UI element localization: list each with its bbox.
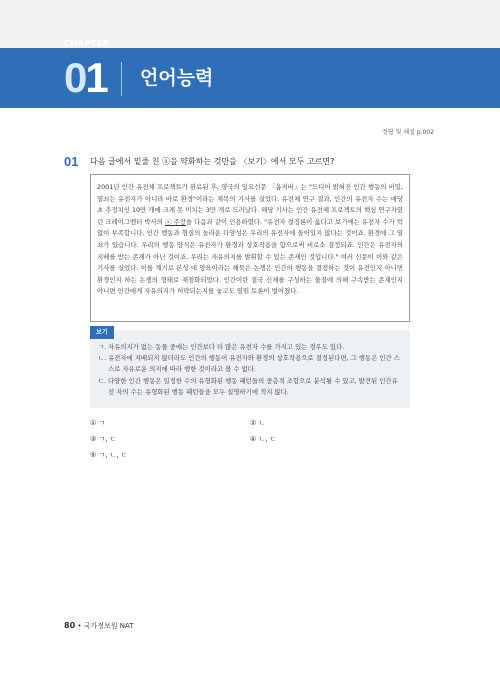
choice-3[interactable]: ③ ㄱ, ㄷ [90,435,117,443]
choice-4[interactable]: ④ ㄴ, ㄷ [250,435,277,443]
bogi-item-mark: ㄱ. [98,343,107,351]
bogi-item [98,342,402,353]
page-number: 80 [64,621,76,630]
bogi-item-mark: ㄷ. [98,376,107,385]
answer-reference: 정답 및 해설 p.002 [382,129,434,136]
bogi-item-mark: ㄴ. [98,354,107,363]
bogi-item-text: 유전자에 지배되지 않더라도 인간의 행동이 유전자와 환경의 상호작용으로 결정된다면, 그 행동은 인간 스스로 자유로운 의지에 따라 행한 것이라고 볼 수 없다. [108,354,400,374]
question-number: 01 [64,154,79,169]
choice-5[interactable]: ⑤ ㄱ, ㄴ, ㄷ [90,451,128,459]
bogi-item-text: 자유의지가 없는 동물 중에는 인간보다 더 많은 유전자 수를 가지고 있는 경우도 있다. [108,343,345,351]
bogi-label: 보기 [90,326,114,339]
bogi-item-text: 다양한 인간 행동은 일정한 수의 유형화된 행동 패턴들의 중층적 조합으로 분석될 수 있고, 발견된 인간유전 자의 수는 유형화된 행동 패턴들을 모두 설명하기에 적지 않다. [108,376,398,396]
chapter-title: 언어능력 [140,67,214,89]
question-text: 다음 글에서 밑줄 친 ⓐ을 약화하는 것만을 〈보기〉에서 모두 고르면? [90,157,335,166]
chapter-label: CHAPTER [64,39,110,48]
passage-box [90,174,410,322]
passage-text: 2001년 인간 유전체 프로젝트가 완료된 후, 영국의 일요신문 「옵저버」는 "드디어 밝혀진 인간 행동의 비밀, 열쇠는 유전자가 아니라 바로 환경"이라는 제목의 기사를 실었다. 유전체 연구 결과, 인간의 유전자 수는 애당초 추정치인 10만 개에 크게 못 미치는 3만 개로 드러났다. 해당 기사는 인간 유전체 프로젝트의 핵심 연구자였던 크레이그벤터 박사의 ⓐ 주장을 다음과 같이 인용하였다. "유전자 결정론이 옳다고 보기에는 유전자 수가 턱없이 부족합니다. 인간 행동과 형질의 놀라운 다양성은 우리의 유전자에 들어있지 않다는 것이죠. 환경에 그 열쇠가 있습니다. 우리의 행동 양식은 유전자가 환경과 상호작용을 함으로써 비로소 결정되죠. 인간은 유전자의 지배를 받는 존재가 아닌 것이죠. 우리는 자유의지를 발휘할 수 있는 존재인 것입니다." 여러 신문이 이와 같은 기사를 실었다. 이를 계기로 본성 대 양육이라는 해묵은 논쟁은 인간의 행동을 결정하는 것이 유전인지 아니면 환경인지 하는 논쟁의 형태로 재점화되었다. 인간이란 결국 신체를 구성하는 물질에 의해 구속받는 존재인지 아니면 인간에게 자유의지가 허락되는지를 놓고도 열띤 토론이 벌어졌다. [97,183,404,296]
bogi-item [98,376,402,398]
bogi-item [98,353,402,375]
choice-1[interactable]: ① ㄱ [90,419,106,427]
banner-divider [121,62,122,96]
book-title: 국가정보원 NAT [83,622,134,630]
bogi-box [90,330,410,408]
footer-bullet: • [77,622,82,630]
page-footer [64,621,134,631]
chapter-number: 01 [64,54,107,101]
choice-2[interactable]: ② ㄴ [250,419,266,427]
